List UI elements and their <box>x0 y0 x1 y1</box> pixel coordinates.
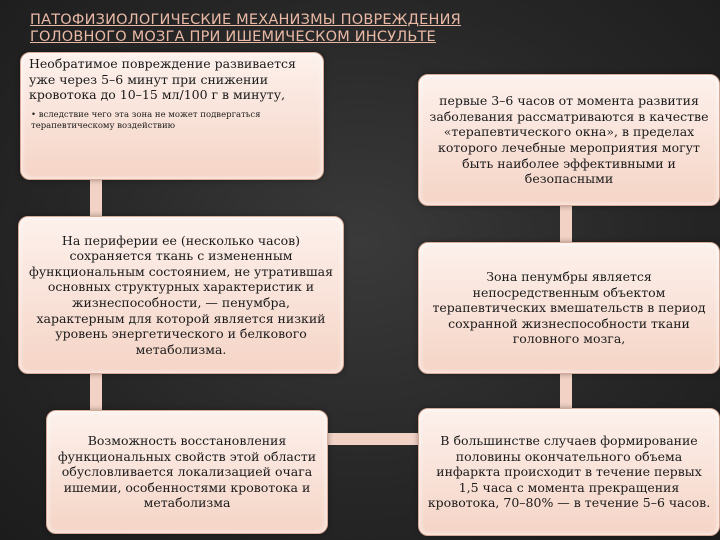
box-penumbra-target-text: Зона пенумбры является непосредственным объектом терапевтических вмешательств в период сохранной жизнеспособности ткани головного мозга, <box>432 269 706 347</box>
box-therapeutic-window <box>418 74 720 206</box>
box-recovery-possibility-text: Возможность восстановления функциональных свойств этой области обусловливается локализацией очага ишемии, особенностями кровотока и метаболизма <box>57 433 317 511</box>
box-irreversible-damage-bullet: • вследствие чего эта зона не может подвергаться терапевтическому воздействию <box>31 109 261 131</box>
box-penumbra-target <box>418 242 720 374</box>
box-infarct-formation <box>418 408 720 536</box>
slide-title: ПАТОФИЗИОЛОГИЧЕСКИЕ МЕХАНИЗМЫ ПОВРЕЖДЕНИЯ ГОЛОВНОГО МОЗГА ПРИ ИШЕМИЧЕСКОМ ИНСУЛЬТЕ <box>30 12 461 45</box>
box-penumbra-periphery-text: На периферии ее (несколько часов) сохраняется ткань с измененным функциональным состоянием, не утратившая основных структурных характеристик и жизнеспособности, — пенумбра, характерным для которой является низкий уровень энергетического и белкового метаболизма. <box>29 232 333 357</box>
connector-right-1-2 <box>560 204 572 244</box>
box-infarct-formation-text: В большинстве случаев формирование половины окончательного объема инфаркта происходит в течение первых 1,5 часа с момента прекращения кровотока, 70–80% — в течение 5–6 часов. <box>427 433 711 511</box>
box-therapeutic-window-text: первые 3–6 часов от момента развития заболевания рассматриваются в качестве «терапевтического окна», в пределах которого лечебные мероприятия могут быть наиболее эффективными и безопасными <box>429 93 709 187</box>
connector-bottom-horizontal <box>326 433 420 445</box>
box-recovery-possibility <box>46 410 328 534</box>
box-irreversible-damage <box>20 52 324 180</box>
connector-right-2-3 <box>560 372 572 412</box>
connector-left-1-2 <box>90 178 102 218</box>
box-irreversible-damage-text: Необратимое повреждение развивается уже через 5–6 минут при снижении кровотока до 10–15 мл/100 г в минуту, <box>29 56 296 103</box>
connector-left-2-3 <box>90 372 102 412</box>
box-penumbra-periphery <box>18 216 344 374</box>
